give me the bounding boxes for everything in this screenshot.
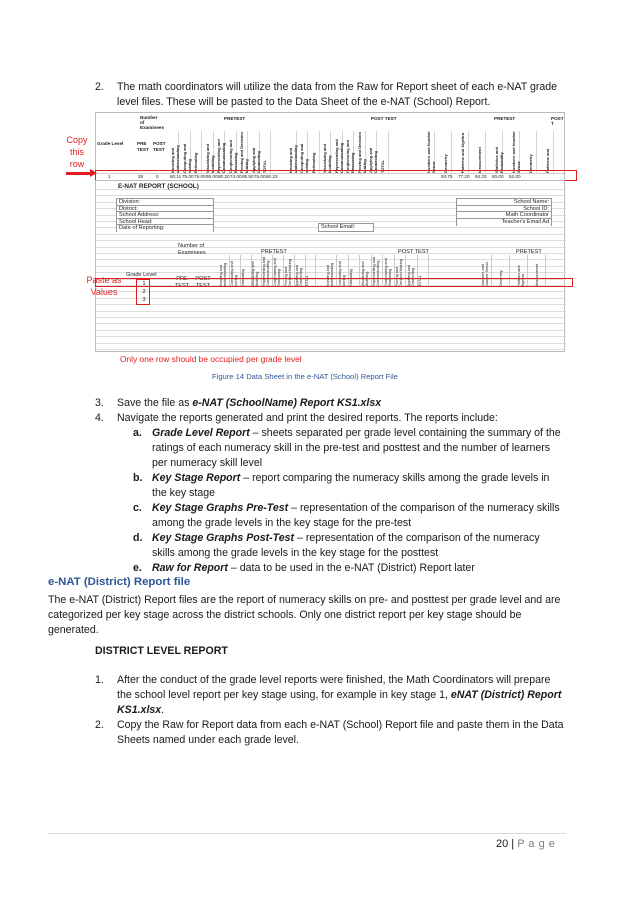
sub-item-letter-e: e. xyxy=(133,562,142,574)
sheet2-col-pre-7: Applying and Connecting xyxy=(295,255,306,287)
sub-item-desc: – report comparing the numeracy skills among the grade levels in the key stage xyxy=(152,472,550,499)
sheet2-pretest-header: PRETEST xyxy=(261,249,287,255)
sheet2-grid-line xyxy=(96,343,566,344)
sheet1-value-right-3: 80.00 xyxy=(492,174,504,179)
sheet2-col-pre-0: Knowing and understanding xyxy=(219,255,230,287)
district-step-pre: After the conduct of the grade level reports were finished, the Math Coordinators will prepare the school level report per key stage using, for example in key stage 1, xyxy=(117,674,551,701)
sheet2-grid-line xyxy=(96,330,566,331)
step-2-number: 2. xyxy=(95,81,104,93)
district-step-pre: Copy the Raw for Report data from each e-NAT (School) Report file and paste them in the Data Sheets named under each grade level. xyxy=(117,719,564,746)
sheet1-value-11: 80.23 xyxy=(266,174,278,179)
district-step-post: . xyxy=(161,704,165,716)
sheet2-col-pre-5: Conjecturing and Reasoning xyxy=(273,255,284,287)
sheet2-grid-line xyxy=(96,336,566,337)
page-footer xyxy=(496,838,555,850)
sheet2-col-pre-4: Representing and Communicating xyxy=(262,255,273,287)
sheet2-left-field-1: District: xyxy=(116,205,214,213)
step-3-filename: e-NAT (SchoolName) Report KS1.xlsx xyxy=(192,397,382,409)
grade-level-header: Grade Level xyxy=(97,141,124,146)
sheet1-value-5: 79.00 xyxy=(194,174,206,179)
sheet2-col-post-7: Applying and Connecting xyxy=(407,255,418,287)
step-4-text: Navigate the reports generated and print the desired reports. The reports include: xyxy=(117,412,498,424)
step-3-text xyxy=(117,396,565,411)
sheet2-right-field-2: Math Coordinator xyxy=(456,211,552,219)
sheet2-grid-line xyxy=(96,253,566,254)
pre-test-header: PRE TEST xyxy=(137,141,149,152)
sheet1-value-right-0: 93.75 xyxy=(441,174,453,179)
sub-item-b xyxy=(152,471,565,501)
figure-caption: Figure 14 Data Sheet in the e-NAT (School) Report File xyxy=(212,372,398,381)
sheet2-col-domain-0: Numbers and Number Sense xyxy=(481,255,492,287)
step-4-number: 4. xyxy=(95,412,104,424)
sheet2-col-post-6: Proving and Decision Making xyxy=(395,255,406,287)
grade-level-rows-highlight xyxy=(136,279,150,305)
sheet2-col-post-3: Visualizing and Modeling xyxy=(361,255,372,287)
sheet2-grade-row-2: 3 xyxy=(142,297,146,304)
sheet1-value-10: 75.00 xyxy=(254,174,266,179)
sheet1-col-pre-0: Knowing and understanding xyxy=(170,131,179,173)
sub-item-a xyxy=(152,426,565,471)
sheet2-col-post-2: Estimating xyxy=(349,255,360,287)
sheet2-title: E-NAT REPORT (SCHOOL) xyxy=(118,183,199,190)
sheet2-post-test-header: POST TEST xyxy=(398,249,429,255)
sheet1-col-post-0: Knowing and understanding xyxy=(288,131,297,173)
sheet2-col-pre-2: Estimating xyxy=(241,255,252,287)
sheet1-col-pre-6: Proving and Decision Making xyxy=(239,132,249,173)
sheet1-value-9: 95.50 xyxy=(242,174,254,179)
sub-item-c xyxy=(152,501,565,531)
sheet1-col-post-2: Estimating xyxy=(311,131,320,173)
sheet2-col-post-0: Knowing and understanding xyxy=(326,255,337,287)
sheet1-value-right-1: 77.20 xyxy=(458,174,470,179)
sheet2-right-field-0: School Name: xyxy=(456,198,552,206)
sub-item-title: Key Stage Graphs Post-Test xyxy=(152,532,295,544)
sheet1-col-post-8: TOTAL xyxy=(380,131,389,173)
copy-row-label: Copy this row xyxy=(66,135,88,169)
sheet2-left-field-3: School Head: xyxy=(116,218,214,226)
sheet1-col-domain-7: Patterns and xyxy=(545,131,554,173)
sheet2-right-field-3: Teacher's Email Ad xyxy=(456,218,552,226)
sheet2-col-pre-3: Visualizing and Modeling xyxy=(251,255,262,287)
sheet2-pre-test: PRE TEST xyxy=(174,276,190,289)
school-email-field: School Email: xyxy=(318,223,374,232)
sub-item-title: Grade Level Report xyxy=(152,427,250,439)
post-t-header: POST T xyxy=(551,116,564,126)
step-3-pre: Save the file as xyxy=(117,397,193,409)
sheet1-col-domain-4: Statistics and Probability xyxy=(494,131,503,173)
sheet1-col-post-6: Proving and Decision Making xyxy=(356,132,367,173)
sheet2-grid-line xyxy=(96,298,566,299)
number-of-examinees-header: Number of Examinees xyxy=(140,115,165,130)
one-row-note: Only one row should be occupied per grade level xyxy=(120,354,302,364)
sheet2-grid-line xyxy=(96,317,566,318)
sheet2-col-pre-6: Proving and Decision Making xyxy=(284,255,295,287)
sheet2-grade-level: Grade Level xyxy=(126,272,157,278)
sheet2-col-post-4: Representing and Communicating xyxy=(372,255,383,287)
sheet2-left-field-4: Date of Reporting: xyxy=(116,224,214,232)
district-step-filename: eNAT (District) Report KS1.xlsx xyxy=(117,689,562,716)
sheet1-col-post-7: Applying and Connecting xyxy=(368,131,377,173)
page-number: 20 xyxy=(496,838,509,850)
sheet1-value-7: 80.20 xyxy=(218,174,230,179)
sheet1-col-domain-6: Geometry xyxy=(528,131,537,173)
sheet2-grid-line xyxy=(96,291,566,292)
sheet2-grid-line xyxy=(96,240,566,241)
sheet1-col-post-4: Representing and Communicating xyxy=(334,131,343,173)
sheet2-grid-line xyxy=(96,323,566,324)
copy-arrow xyxy=(66,172,92,175)
post-test-col-header: POST TEST xyxy=(153,141,166,152)
footer-rule xyxy=(48,833,566,834)
sheet2-left-field-2: School Address: xyxy=(116,211,214,219)
sheet1-col-post-3: Visualizing and Modeling xyxy=(322,131,331,173)
sheet1-col-domain-2: Patterns and Algebra xyxy=(460,131,469,173)
sheet2-grid-line xyxy=(96,247,566,248)
sheet2-col-post-5: Conjecturing and Reasoning xyxy=(384,255,395,287)
sheet1-col-post-5: Conjecturing and Reasoning xyxy=(345,131,354,173)
sheet2-pretest2-header: PRETEST xyxy=(516,249,542,255)
pretest2-header: PRETEST xyxy=(494,116,516,121)
sheet1-col-pre-1: Computing and solving xyxy=(182,131,191,173)
sheet2-grid-line xyxy=(96,234,566,235)
sub-item-letter-c: c. xyxy=(133,502,142,514)
sheet1-value-8: 74.00 xyxy=(230,174,242,179)
district-level-heading: DISTRICT LEVEL REPORT xyxy=(95,645,228,657)
sheet2-grid-line xyxy=(96,195,566,196)
sheet1-col-domain-0: Numbers and Number Sense xyxy=(426,131,436,173)
sheet1-col-pre-3: Visualizing and Modeling xyxy=(205,131,214,173)
district-step-number-1: 2. xyxy=(95,719,104,731)
sheet1-col-domain-1: Geometry xyxy=(443,131,452,173)
sheet2-grade-row-0: 1 xyxy=(142,280,146,287)
sub-item-title: Raw for Report xyxy=(152,562,228,574)
sheet1-col-pre-2: Estimating xyxy=(193,131,202,173)
sheet1-col-domain-5: Numbers and Number Sense xyxy=(511,131,521,173)
sheet1-value-right-2: 94.33 xyxy=(475,174,487,179)
sheet1-value-3: 80.11 xyxy=(170,174,182,179)
section-paragraph: The e-NAT (District) Report files are the report of numeracy skills on pre- and posttest per grade level and are categorized per key stage across the district schools. Only one district report per key stage should be generated. xyxy=(48,594,561,636)
sheet2-post-test: POST TEST xyxy=(195,276,211,289)
sheet1-col-pre-5: Conjecturing and Reasoning xyxy=(228,131,237,173)
sheet2-col-post-1: Computing and solving xyxy=(338,255,349,287)
sheet1-value-1: 28 xyxy=(138,174,144,179)
pretest-header: PRETEST xyxy=(224,116,246,121)
district-step-number-0: 1. xyxy=(95,674,104,686)
section-heading: e-NAT (District) Report file xyxy=(48,576,191,588)
sheet2-number-of-examinees: Number of Examinees xyxy=(178,243,206,256)
paste-row-highlight xyxy=(95,278,573,287)
sub-item-desc: – representation of the comparison of the numeracy skills among the grade levels in the key stage for the pre-test xyxy=(152,502,560,529)
paste-values-label: Paste as Values xyxy=(86,275,122,297)
page-separator: | xyxy=(508,838,518,850)
sheet2-grid-line xyxy=(96,349,566,350)
sheet2-col-pre-1: Computing and solving xyxy=(230,255,241,287)
sheet2-col-domain-2: Patterns and Algebra xyxy=(517,255,528,287)
sheet1-value-6: 95.00 xyxy=(206,174,218,179)
sheet2-grid-line xyxy=(96,304,566,305)
sub-item-letter-b: b. xyxy=(133,472,143,484)
sheet2-left-field-0: Division: xyxy=(116,198,214,206)
sheet2-col-pre-8: TOTAL xyxy=(305,255,316,287)
sub-item-title: Key Stage Graphs Pre-Test xyxy=(152,502,289,514)
sheet1-value-2: 0 xyxy=(156,174,159,179)
sub-item-letter-a: a. xyxy=(133,427,142,439)
sheet1-col-domain-3: Measurement xyxy=(477,131,486,173)
sheet1-col-pre-8: TOTAL xyxy=(262,131,271,173)
enat-school-report-data-sheet-image xyxy=(95,180,565,352)
sheet1-col-pre-7: Applying and Connecting xyxy=(251,131,260,173)
post-test-header: POST TEST xyxy=(371,116,397,121)
sheet1-col-pre-4: Representing and Communicating xyxy=(216,131,225,173)
sub-item-title: Key Stage Report xyxy=(152,472,241,484)
sub-item-desc: – sheets separated per grade level containing the summary of the ratings of each numeracy skill in the pre-test and posttest and the number of learners per numeracy skill level xyxy=(152,427,561,469)
sheet2-grid-line xyxy=(96,311,566,312)
sub-item-desc: – representation of the comparison of the numeracy skills among the grade levels in the key stage for the posttest xyxy=(152,532,540,559)
sub-item-desc: – data to be used in the e-NAT (District) Report later xyxy=(227,562,475,574)
sub-item-letter-d: d. xyxy=(133,532,143,544)
step-3-number: 3. xyxy=(95,397,104,409)
sheet1-value-4: 75.00 xyxy=(182,174,194,179)
sheet2-col-post-8: TOTAL xyxy=(418,255,429,287)
sheet2-col-domain-1: Geometry xyxy=(499,255,510,287)
sheet2-right-field-1: School ID: xyxy=(456,205,552,213)
district-step-0 xyxy=(117,673,566,718)
page-label: P a g e xyxy=(517,838,556,850)
sheet1-col-post-1: Computing and solving xyxy=(299,131,308,173)
sheet2-grade-row-1: 2 xyxy=(142,288,146,295)
sheet2-col-domain-3: Measurement xyxy=(535,255,546,287)
sheet1-value-0: 1 xyxy=(108,174,111,179)
step-2-text: The math coordinators will utilize the data from the Raw for Report sheet of each e-NAT grade level files. These will be pasted to the Data Sheet of the e-NAT (School) Report. xyxy=(117,81,558,108)
sub-item-e xyxy=(152,561,565,576)
sub-item-d xyxy=(152,531,565,561)
sheet1-value-right-4: 52.00 xyxy=(509,174,521,179)
district-step-1 xyxy=(117,718,566,748)
